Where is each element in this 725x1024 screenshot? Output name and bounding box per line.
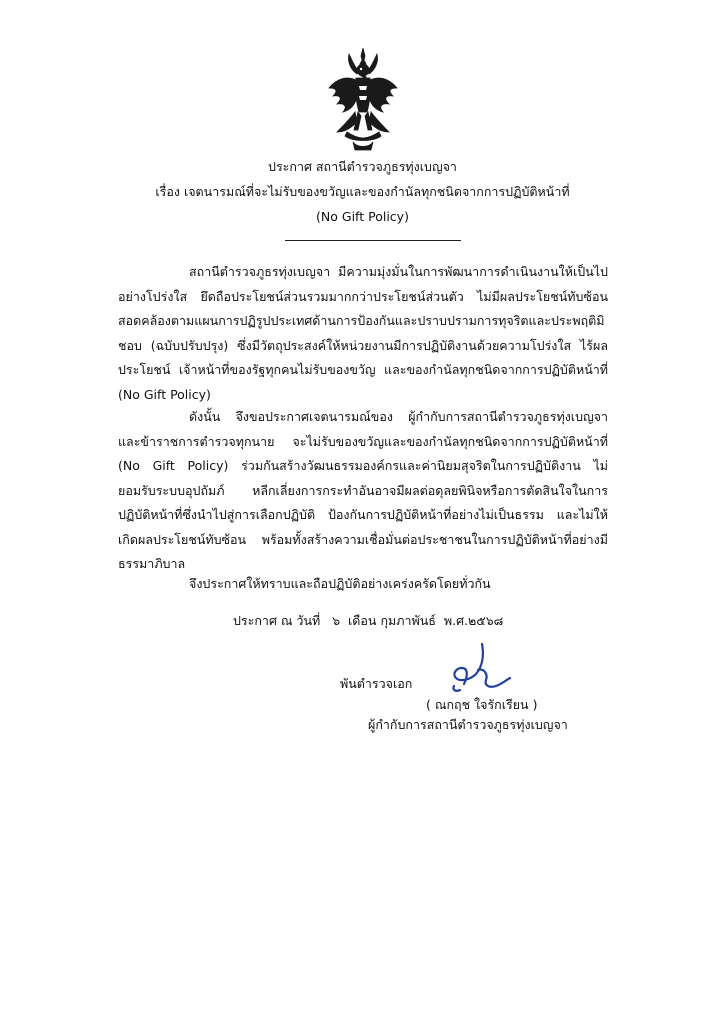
signatory-position: ผู้กำกับการสถานีตำรวจภูธรทุ่งเบญจา [368, 717, 568, 732]
announcement-header: ประกาศ สถานีตำรวจภูธรทุ่งเบญจา [268, 159, 457, 174]
dateline: ประกาศ ณ วันที่ ๖ เดือน กุมภาพันธ์ พ.ศ.๒๕๖๘ [233, 613, 504, 628]
signatory-name: ( ณกฤช ใจรักเรียน ) [426, 697, 538, 712]
handwritten-signature-icon [446, 640, 516, 696]
signatory-rank: พันตำรวจเอก [340, 676, 413, 691]
body-paragraph-2 [118, 405, 608, 577]
body-paragraph-2-text: ดังนั้น จึงขอประกาศเจตนารมณ์ของ ผู้กำกับการสถานีตำรวจภูธรทุ่งเบญจา และข้าราชการตำรวจทุกนาย จะไม่รับของขวัญและของกำนัลทุกชนิดจากการปฏิบัติหน้าที่ (No Gift Policy) ร่วมกันสร้างวัฒนธรรมองค์กรและค่านิยมสุจริตในการปฏิบัติงาน ไม่ยอมรับระบบอุปถัมภ์ หลีกเลี่ยงการกระทำอันอาจมีผลต่อดุลยพินิจหรือการตัดสินใจในการปฏิบัติหน้าที่ซึ่งนำไปสู่การเลือกปฏิบัติ ป้องกันการปฏิบัติหน้าที่อย่างไม่เป็นธรรม และไม่ให้เกิดผลประโยชน์ทับซ้อน พร้อมทั้งสร้างความเชื่อมั่นต่อประชาชนในการปฏิบัติหน้าที่อย่างมีธรรมาภิบาล [118, 409, 608, 571]
policy-name: (No Gift Policy) [316, 209, 409, 224]
title-divider [285, 240, 461, 241]
closing-statement: จึงประกาศให้ทราบและถือปฏิบัติอย่างเคร่งครัดโดยทั่วกัน [189, 576, 491, 591]
body-paragraph-1-text: สถานีตำรวจภูธรทุ่งเบญจา มีความมุ่งมั่นในการพัฒนาการดำเนินงานให้เป็นไปอย่างโปร่งใส ยึดถือประโยชน์ส่วนรวมมากกว่าประโยชน์ส่วนตัว ไม่มีผลประโยชน์ทับซ้อน สอดคล้องตามแผนการปฏิรูปประเทศด้านการป้องกันและปราบปรามการทุจริตและประพฤติมิชอบ (ฉบับปรับปรุง) ซึ่งมีวัตถุประสงค์ให้หน่วยงานมีการปฏิบัติงานด้วยความโปร่งใส ไร้ผลประโยชน์ เจ้าหน้าที่ของรัฐทุกคนไม่รับของขวัญ และของกำนัลทุกชนิดจากการปฏิบัติหน้าที่ (No Gift Policy) [118, 264, 608, 402]
body-paragraph-1 [118, 260, 608, 407]
announcement-subject: เรื่อง เจตนารมณ์ที่จะไม่รับของขวัญและของกำนัลทุกชนิดจากการปฏิบัติหน้าที่ [155, 184, 570, 199]
garuda-emblem-icon [325, 46, 401, 154]
